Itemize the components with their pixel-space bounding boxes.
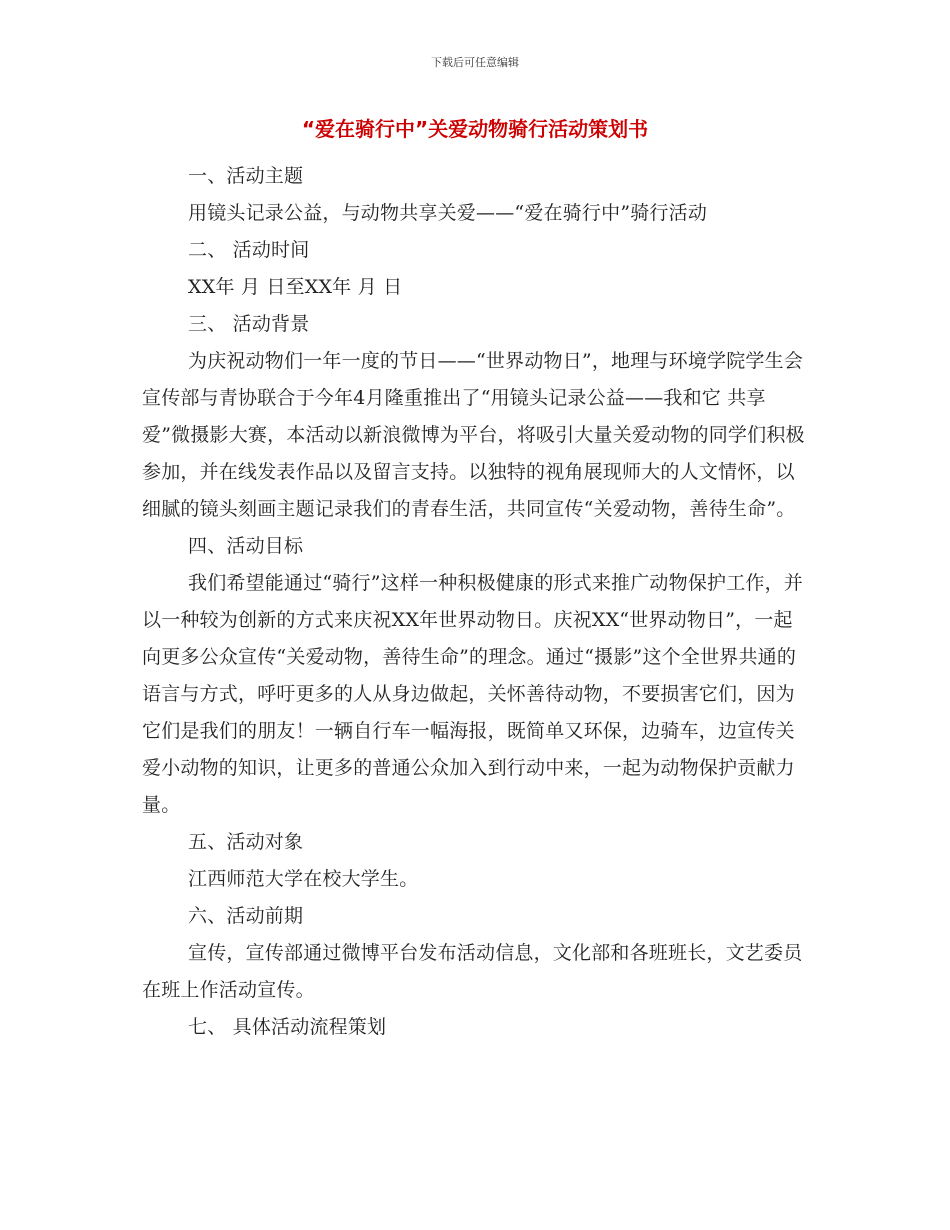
document-body <box>142 158 808 1046</box>
section-heading-preparation: 六、活动前期 <box>188 905 304 927</box>
document-title: “爱在骑行中”关爱动物骑行活动策划书 <box>301 117 649 141</box>
section-heading-theme: 一、活动主题 <box>188 165 304 187</box>
section-heading-background: 三、 活动背景 <box>188 313 310 335</box>
section-heading-goal: 四、活动目标 <box>188 535 304 557</box>
section-heading-time: 二、 活动时间 <box>188 239 310 261</box>
section-text-preparation: 宣传，宣传部通过微博平台发布活动信息，文化部和各班班长，文艺委员在班上作活动宣传。 <box>142 942 803 1001</box>
section-text-goal: 我们希望能通过“骑行”这样一种积极健康的形式来推广动物保护工作，并以一种较为创新的方式来庆祝XX年世界动物日。庆祝XX“世界动物日”，一起向更多公众宣传“关爱动物，善待生命”的理念。通过“摄影”这个全世界共通的语言与方式，呼吁更多的人从身边做起，关怀善待动物，不要损害它们，因为它们是我们的朋友！一辆自行车一幅海报，既简单又环保，边骑车，边宣传关爱小动物的知识，让更多的普通公众加入到行动中来，一起为动物保护贡献力量。 <box>142 572 804 816</box>
section-text-time: XX年 月 日至XX年 月 日 <box>188 276 403 298</box>
header-note: 下载后可任意编辑 <box>431 56 519 69</box>
section-heading-target: 五、活动对象 <box>188 831 304 853</box>
section-text-theme: 用镜头记录公益，与动物共享关爱——“爱在骑行中”骑行活动 <box>188 202 708 224</box>
section-heading-process: 七、 具体活动流程策划 <box>188 1016 387 1038</box>
section-text-target: 江西师范大学在校大学生。 <box>188 868 419 890</box>
section-text-background: 为庆祝动物们一年一度的节日——“世界动物日”，地理与环境学院学生会宣传部与青协联合于今年4月隆重推出了“用镜头记录公益——我和它 共享爱”微摄影大赛，本活动以新浪微博为平台，将吸引大量关爱动物的同学们积极参加，并在线发表作品以及留言支持。以独特的视角展现师大的人文情怀，以细腻的镜头刻画主题记录我们的青春生活，共同宣传“关爱动物，善待生命”。 <box>142 350 805 520</box>
